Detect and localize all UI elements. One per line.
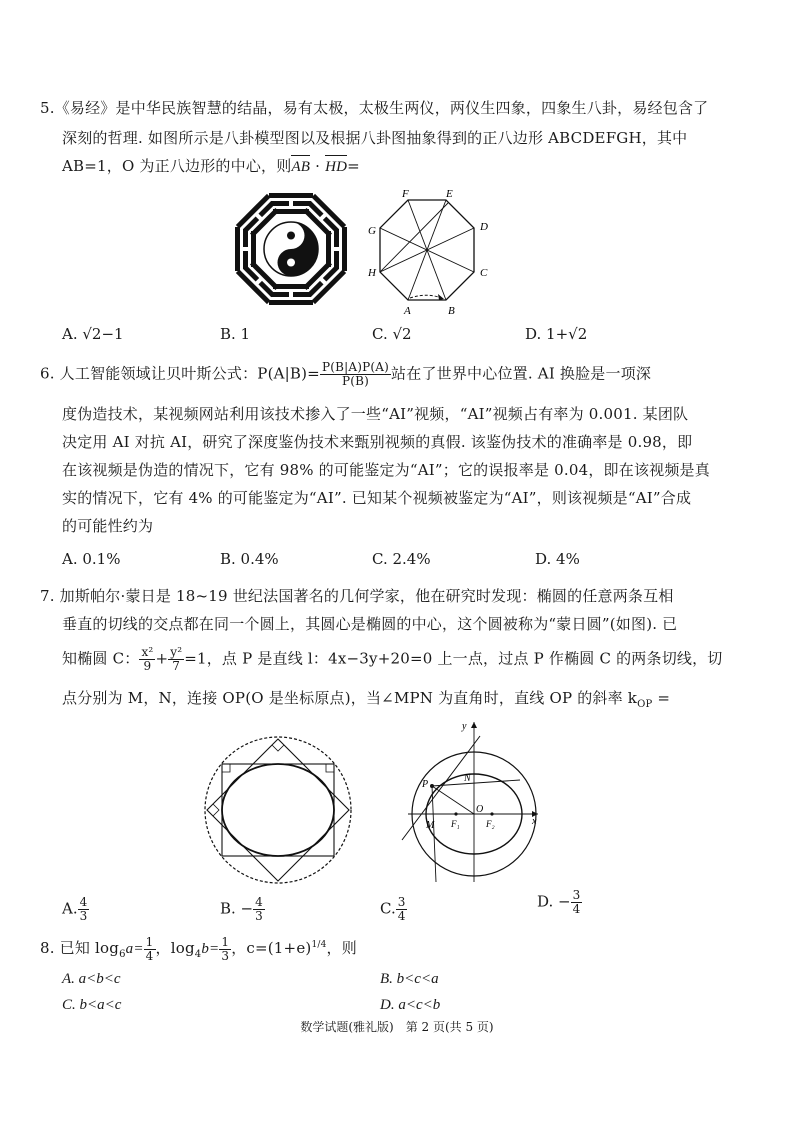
q7-line1: 7. 加斯帕尔·蒙日是 18~19 世纪法国著名的几何学家，他在研究时发现：椭圆的任意两条互相	[40, 587, 674, 605]
q6-line5: 实的情况下，它有 4% 的可能鉴定为“AI”. 已知某个视频被鉴定为“AI”，则该视频是“AI”合成	[62, 489, 692, 507]
ellipse-y-num: y²	[170, 645, 183, 659]
vector-hd-segment	[380, 203, 448, 272]
focus-f1-label: F₁	[451, 819, 460, 829]
page-footer: 数学试题(雅礼版) 第 2 页(共 5 页)	[300, 1020, 494, 1034]
q7-option-a[interactable]	[62, 896, 89, 923]
q6-prefix: 6. 人工智能领域让贝叶斯公式：P(A|B)=	[40, 364, 320, 383]
bayes-fraction	[320, 361, 391, 388]
q5-line2: 深刻的哲理. 如图所示是八卦模型图以及根据八卦图抽象得到的正八边形 ABCDEFGH，其中	[62, 129, 688, 147]
q8-end: ，则	[326, 939, 357, 957]
label-d: D	[480, 221, 488, 233]
q7-line3-start: 知椭圆 C：	[62, 649, 140, 668]
q7-line4-text: 点分别为 M，N，连接 OP(O 是坐标原点)，当∠MPN 为直角时，直线 OP 的斜率 k	[62, 689, 638, 707]
q7-line3	[62, 646, 723, 673]
ellipse-x-den: 9	[143, 659, 152, 673]
q6-line2: 度伪造技术，某视频网站利用该技术掺入了一些“AI”视频，“AI”视频占有率为 0.001. 某团队	[62, 405, 689, 423]
q8-b-eq: b=	[201, 941, 220, 957]
q8-option-a[interactable]: A. a<b<c	[62, 971, 121, 987]
q5-line3-text: AB=1，O 为正八边形的中心，则	[62, 157, 292, 175]
log-base-4: 4	[194, 949, 202, 960]
q6-option-c[interactable]: C. 2.4%	[372, 550, 431, 568]
q6-option-a[interactable]: A. 0.1%	[62, 550, 121, 568]
ellipse-y-den: 7	[172, 659, 181, 673]
q7-option-c-den: 4	[397, 909, 406, 923]
label-f: F	[402, 188, 409, 200]
point-p-label: P	[422, 779, 429, 790]
point-n-label: N	[464, 773, 471, 784]
label-c: C	[480, 267, 488, 279]
q7-option-c-fraction	[396, 896, 408, 923]
octagon-figure	[360, 188, 500, 320]
q7-option-c-label: C.	[380, 899, 396, 918]
q6-line4: 在该视频是伪造的情况下，它有 98% 的可能鉴定为“AI”；它的误报率是 0.04，即在该视频是真	[62, 461, 710, 479]
q7-option-b-fraction	[253, 896, 265, 923]
q5-option-b[interactable]: B. 1	[220, 325, 251, 343]
segment-op	[432, 786, 474, 814]
q8-line1	[40, 934, 357, 966]
q7-option-b-label: B. −	[220, 899, 254, 918]
q7-option-a-num: 4	[79, 895, 88, 909]
label-h: H	[368, 267, 376, 279]
q7-option-a-den: 3	[79, 909, 88, 923]
x-axis-label: x	[532, 816, 537, 827]
q7-option-a-label: A.	[62, 899, 78, 918]
bagua-figure	[232, 190, 350, 308]
bayes-denominator: P(B)	[341, 374, 370, 388]
origin-label: O	[476, 804, 484, 815]
label-g: G	[368, 225, 376, 237]
q8-c-part: ，c=(1+e)	[231, 939, 312, 957]
right-angle-marks	[213, 745, 334, 816]
q8-fraction-2	[219, 936, 231, 963]
q8-a-eq: a=	[125, 941, 144, 957]
q7-option-b-den: 3	[255, 909, 263, 923]
q7-option-b[interactable]	[220, 896, 265, 923]
q7-option-d-label: D. −	[537, 892, 571, 911]
coordinate-figure	[396, 716, 546, 886]
yin-yang-icon	[264, 222, 318, 276]
q5-option-c[interactable]: C. √2	[372, 325, 412, 343]
q7-line2: 垂直的切线的交点都在同一个圆上，其圆心是椭圆的中心，这个圆被称为“蒙日圆”(如图). 已	[62, 615, 678, 633]
log-base-6: 6	[119, 949, 126, 960]
q7-option-a-fraction	[78, 896, 90, 923]
q7-option-c[interactable]	[380, 896, 407, 923]
q8-option-c[interactable]: C. b<a<c	[62, 997, 122, 1013]
label-e: E	[446, 188, 453, 200]
octagon-diagonals	[380, 200, 474, 300]
q6-option-d[interactable]: D. 4%	[535, 550, 580, 568]
monge-circle-figure	[198, 733, 358, 887]
ellipse-fraction-x	[139, 646, 155, 673]
q6-line1	[40, 361, 651, 388]
vector-hd: HD	[325, 156, 347, 178]
q7-line3-end: =1，点 P 是直线 l：4x−3y+20=0 上一点，过点 P 作椭圆 C 的两条切线，切	[184, 649, 723, 668]
equals-sign: =	[347, 157, 360, 175]
q7-option-c-num: 3	[397, 895, 406, 909]
label-a: A	[404, 305, 411, 317]
focus-f2-label: F₂	[486, 819, 495, 829]
q7-option-d-fraction	[571, 889, 583, 916]
q6-suffix: 站在了世界中心位置. AI 换脸是一项深	[391, 364, 652, 383]
q8-option-b[interactable]: B. b<c<a	[380, 971, 439, 987]
q7-line4	[62, 687, 670, 716]
q8-fraction-1	[144, 936, 156, 963]
q8-mid: ，log	[155, 939, 195, 957]
q8-option-d[interactable]: D. a<c<b	[380, 997, 441, 1013]
line-l	[402, 736, 480, 840]
q5-line3	[62, 155, 360, 178]
vector-ab: AB	[291, 156, 310, 178]
tangent-square	[207, 739, 349, 881]
q8-f1-num: 1	[145, 934, 154, 949]
q6-line6: 的可能性约为	[62, 517, 154, 535]
q8-exponent: 1/4	[311, 940, 327, 950]
dot-operator: ·	[310, 157, 326, 175]
q7-option-d-num: 3	[572, 888, 581, 902]
q8-prefix: 8. 已知 log	[40, 939, 120, 957]
q6-line3: 决定用 AI 对抗 AI，研究了深度鉴伪技术来甄别视频的真假. 该鉴伪技术的准确率是 0.98，即	[62, 433, 693, 451]
q8-f2-num: 1	[221, 934, 230, 949]
q7-option-b-num: 4	[255, 895, 263, 909]
ellipse-fraction-y	[168, 646, 184, 673]
q5-option-a[interactable]: A. √2−1	[62, 325, 124, 343]
q7-option-d[interactable]	[537, 889, 582, 916]
label-b: B	[448, 305, 455, 317]
q5-line1: 5.《易经》是中华民族智慧的结晶，易有太极，太极生两仪，两仪生四象，四象生八卦，易经包含了	[40, 99, 709, 117]
slope-subscript: OP	[637, 699, 653, 710]
q8-f2-den: 3	[221, 948, 230, 963]
q7-line4-end: =	[652, 689, 671, 707]
ellipse-x-num: x²	[141, 645, 154, 659]
bayes-numerator: P(B|A)P(A)	[321, 360, 390, 374]
monge-circle	[205, 737, 351, 883]
q7-option-d-den: 4	[572, 902, 581, 916]
y-axis-label: y	[462, 721, 467, 732]
q6-option-b[interactable]: B. 0.4%	[220, 550, 279, 568]
plus-sign: +	[155, 649, 169, 668]
q8-f1-den: 4	[145, 948, 154, 963]
q5-option-d[interactable]: D. 1+√2	[525, 325, 588, 343]
point-m-label: M	[426, 820, 435, 831]
